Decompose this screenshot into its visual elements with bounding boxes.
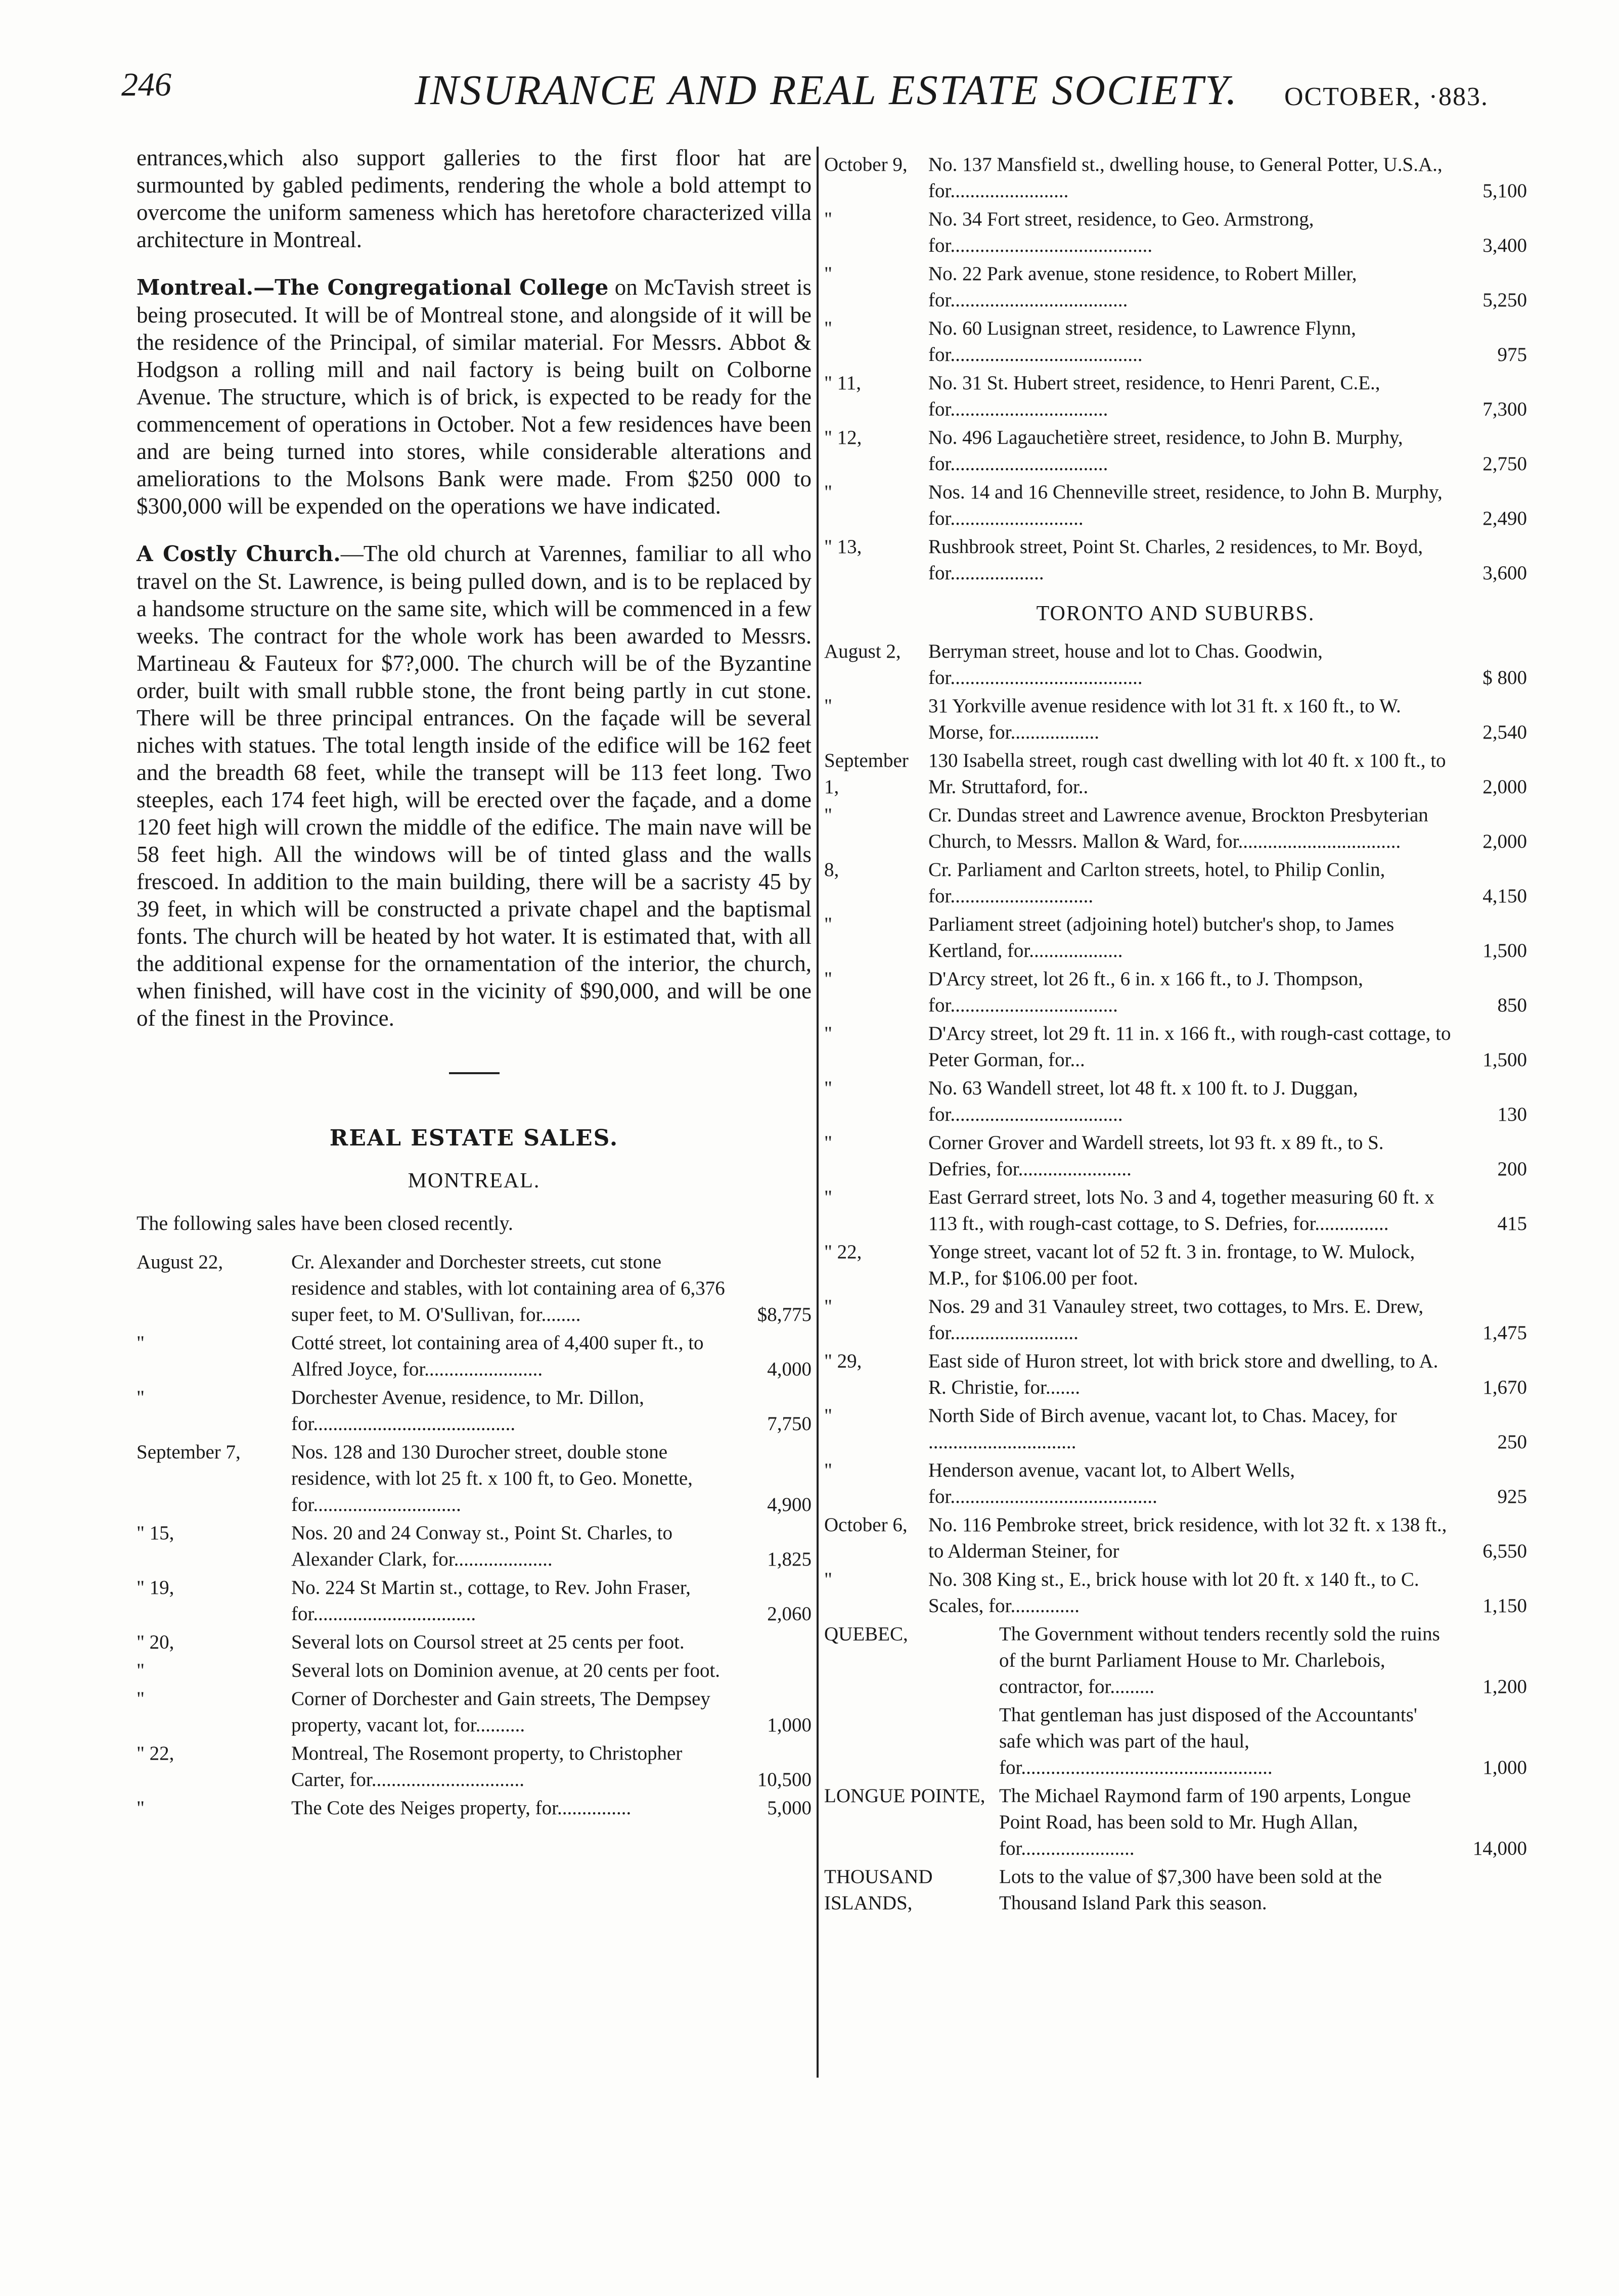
sale-description: Corner of Dorchester and Gain streets, The Dempsey property, vacant lot, for..........: [291, 1688, 710, 1736]
sale-entry: [824, 911, 1527, 964]
sale-entry: [824, 206, 1527, 259]
sale-amount: 1,000: [767, 1714, 812, 1736]
sale-date: ": [824, 913, 832, 935]
sale-description: No. 63 Wandell street, lot 48 ft. x 100 ft. to J. Duggan, for...................................: [928, 1077, 1358, 1125]
sale-date: " 22,: [824, 1241, 862, 1263]
sale-date: August 2,: [824, 640, 901, 662]
sale-entry: [824, 1130, 1527, 1182]
sale-description: Cr. Dundas street and Lawrence avenue, Brockton Presbyterian Church, to Messrs. Mallon & Ward, for.................................: [928, 804, 1428, 852]
sale-amount: 2,490: [1482, 508, 1527, 529]
paragraph-body: —The old church at Varennes, familiar to all who travel on the St. Lawrence, is being pulled down, and is to be replaced by a handsome structure on the same site, which will be commenced in a few weeks. The contract for the whole work has been awarded to Messrs. Martineau & Fauteux for $7?,000. The church will be of the Byzantine order, built with small rubble stone, the front being partly in cut stone. There will be three principal entrances. On the façade will be several niches with statues. The total length inside of the edifice will be 162 feet and the breadth 68 feet, while the transept will be 113 feet long. Two steeples, each 174 feet high, will be erected over the façade, and a dome 120 feet high will crown the middle of the edifice. The main nave will be 58 feet high. All the windows will be of tinted glass and the walls frescoed. In addition to the main building, there will be a sacristy 45 by 39 feet, in which will be constructed a private chapel and the baptismal fonts. The church will be heated by hot water. It is estimated that, with all the additional expense for the ornamentation of the interior, the church, when finished, will have cost in the vicinity of $90,000, and will be one of the finest in the Province.: [137, 541, 812, 1031]
sale-date: ": [824, 263, 832, 285]
sale-amount: 6,550: [1482, 1540, 1527, 1562]
sale-description: No. 224 St Martin st., cottage, to Rev. John Fraser, for.................................: [291, 1577, 691, 1625]
sale-description: The Government without tenders recently sold the ruins of the burnt Parliament House to Mr. Charlebois, contractor, for.........: [999, 1623, 1440, 1697]
sale-date: ": [137, 1797, 145, 1819]
paragraph-continued: entrances,which also support galleries to the first floor hat are surmounted by gabled pediments, rendering the whole a bold attempt to overcome the uniform sameness which has heretofore characterized villa architecture in Montreal.: [137, 145, 812, 252]
sales-intro: The following sales have been closed recently.: [137, 1212, 513, 1234]
sale-description: Dorchester Avenue, residence, to Mr. Dillon, for.........................................: [291, 1387, 644, 1435]
sale-description: Montreal, The Rosemont property, to Christopher Carter, for...............................: [291, 1742, 683, 1790]
paragraph-costly-church: [137, 540, 812, 1032]
sale-description: Lots to the value of $7,300 have been sold at the Thousand Island Park this season.: [999, 1866, 1382, 1914]
sale-date: August 22,: [137, 1251, 223, 1273]
sale-entry: [137, 1686, 812, 1738]
sale-description: East Gerrard street, lots No. 3 and 4, together measuring 60 ft. x 113 ft., with rough-cast cottage, to S. Defries, for...............: [928, 1186, 1434, 1234]
sale-amount: 200: [1497, 1158, 1527, 1180]
sale-date: ": [824, 208, 832, 230]
sale-description: Nos. 20 and 24 Conway st., Point St. Charles, to Alexander Clark, for....................: [291, 1522, 673, 1570]
sale-amount: 2,540: [1482, 721, 1527, 743]
sale-date: " 11,: [824, 372, 861, 394]
paragraph-lead: Montreal.—The Congregational College: [137, 275, 609, 300]
toronto-heading: TORONTO AND SUBURBS.: [1036, 602, 1315, 625]
sale-amount: 1,500: [1482, 940, 1527, 961]
sale-amount: 2,000: [1482, 776, 1527, 798]
right-column: [824, 152, 1527, 1918]
sale-date: ": [824, 1023, 832, 1044]
toronto-sales-list: [824, 638, 1527, 1619]
sale-description: East side of Huron street, lot with brick store and dwelling, to A. R. Christie, for.......: [928, 1350, 1438, 1398]
sale-entry: [824, 1348, 1527, 1401]
sale-description: Corner Grover and Wardell streets, lot 93 ft. x 89 ft., to S. Defries, for.......................: [928, 1132, 1384, 1180]
sale-date: " 13,: [824, 536, 862, 558]
sale-date: " 20,: [137, 1631, 174, 1653]
sale-date: ": [824, 804, 832, 826]
sale-amount: 130: [1497, 1104, 1527, 1125]
sale-amount: 14,000: [1472, 1838, 1527, 1859]
sale-description: Several lots on Coursol street at 25 cents per foot.: [291, 1631, 685, 1653]
page-header: [121, 56, 1527, 131]
sale-date: ": [824, 1405, 832, 1427]
sale-entry: [824, 1294, 1527, 1346]
sale-entry: [824, 966, 1527, 1019]
sale-entry: [824, 1403, 1527, 1455]
sale-entry: [137, 1629, 812, 1656]
sale-description: Nos. 29 and 31 Vanauley street, two cottages, to Mrs. E. Drew, for..........................: [928, 1296, 1424, 1344]
sale-amount: 4,900: [767, 1494, 812, 1516]
sale-amount: 2,750: [1482, 453, 1527, 475]
sale-entry: [137, 1385, 812, 1437]
sale-amount: 415: [1497, 1213, 1527, 1234]
sale-entry: [824, 1512, 1527, 1565]
sale-amount: 1,000: [1482, 1757, 1527, 1778]
sale-amount: 2,060: [767, 1603, 812, 1625]
sale-description: No. 116 Pembroke street, brick residence, with lot 32 ft. x 138 ft., to Alderman Steiner, for: [928, 1514, 1447, 1562]
sale-date: September 7,: [137, 1441, 241, 1463]
column-divider: [817, 147, 819, 2078]
sale-description: Yonge street, vacant lot of 52 ft. 3 in. frontage, to W. Mulock, M.P., for $106.00 per foot.: [928, 1241, 1415, 1289]
sale-description: Rushbrook street, Point St. Charles, 2 residences, to Mr. Boyd, for...................: [928, 536, 1423, 584]
sale-entry: [824, 1075, 1527, 1128]
sale-entry: [824, 315, 1527, 368]
sale-amount: 7,300: [1482, 398, 1527, 420]
sale-amount: 1,475: [1482, 1322, 1527, 1344]
sale-entry: [824, 638, 1527, 691]
issue-date: OCTOBER, ·883.: [1284, 82, 1489, 111]
sale-date: September 1,: [824, 750, 909, 798]
sale-date: ": [824, 1186, 832, 1208]
sale-amount: 2,000: [1482, 831, 1527, 852]
sale-description: No. 137 Mansfield st., dwelling house, to General Potter, U.S.A., for........................: [928, 154, 1443, 202]
sale-amount: 1,670: [1482, 1376, 1527, 1398]
sale-date: " 22,: [137, 1742, 174, 1764]
sale-date: ": [137, 1332, 145, 1354]
sale-entry: [824, 261, 1527, 313]
sale-entry: [824, 1783, 1527, 1862]
sale-amount: $8,775: [757, 1304, 812, 1325]
sale-description: No. 496 Lagauchetière street, residence, to John B. Murphy, for................................: [928, 427, 1403, 475]
sale-amount: 850: [1497, 994, 1527, 1016]
sale-date: ": [824, 1296, 832, 1317]
sale-amount: 975: [1497, 344, 1527, 365]
sale-description: No. 34 Fort street, residence, to Geo. Armstrong, for.........................................: [928, 208, 1314, 256]
sale-date: " 29,: [824, 1350, 862, 1372]
sale-date: ": [137, 1688, 145, 1710]
sale-description: Several lots on Dominion avenue, at 20 cents per foot.: [291, 1660, 721, 1681]
sale-entry: [824, 1702, 1527, 1781]
sale-entry: [137, 1658, 812, 1684]
sale-entry: [824, 479, 1527, 532]
sale-amount: 7,750: [767, 1413, 812, 1435]
montreal-heading: MONTREAL.: [408, 1169, 541, 1192]
sale-description: The Cote des Neiges property, for...............: [291, 1797, 632, 1819]
sale-entry: [824, 1184, 1527, 1237]
sale-entry: [824, 1864, 1527, 1916]
sale-amount: 5,000: [767, 1797, 812, 1819]
sale-date: ": [824, 1459, 832, 1481]
sale-date: ": [824, 1132, 832, 1154]
sale-description: North Side of Birch avenue, vacant lot, to Chas. Macey, for ..............................: [928, 1405, 1397, 1453]
sale-description: No. 31 St. Hubert street, residence, to Henri Parent, C.E., for................................: [928, 372, 1380, 420]
sale-entry: [137, 1795, 812, 1821]
sale-amount: 4,150: [1482, 885, 1527, 907]
sale-date: " 15,: [137, 1522, 174, 1544]
sale-entry: [137, 1249, 812, 1328]
sale-date: October 6,: [824, 1514, 908, 1536]
sale-description: No. 60 Lusignan street, residence, to Lawrence Flynn, for.......................................: [928, 317, 1356, 365]
left-column: [137, 144, 812, 1823]
sale-date: ": [137, 1387, 145, 1408]
sale-amount: 4,000: [767, 1358, 812, 1380]
sale-entry: [824, 857, 1527, 909]
sale-description: The Michael Raymond farm of 190 arpents, Longue Point Road, has been sold to Mr. Hugh Allan, for.......................: [999, 1785, 1411, 1859]
sale-description: No. 22 Park avenue, stone residence, to Robert Miller, for....................................: [928, 263, 1357, 311]
section-title: REAL ESTATE SALES.: [329, 1125, 619, 1151]
sale-entry: [137, 1330, 812, 1383]
sale-entry: [824, 802, 1527, 855]
sale-date: 8,: [824, 859, 839, 881]
paragraph-congregational-college: [137, 273, 812, 520]
montreal-sales-list-continued: [824, 152, 1527, 586]
sale-amount: 3,600: [1482, 562, 1527, 584]
montreal-sales-list: [137, 1249, 812, 1821]
sale-entry: [137, 1740, 812, 1793]
sale-description: Nos. 128 and 130 Durocher street, double stone residence, with lot 25 ft. x 100 ft, to Geo. Monette, for..............................: [291, 1441, 693, 1516]
sale-date: QUEBEC,: [824, 1623, 908, 1645]
sale-description: Cotté street, lot containing area of 4,400 super ft., to Alfred Joyce, for........................: [291, 1332, 704, 1380]
sale-description: 130 Isabella street, rough cast dwelling with lot 40 ft. x 100 ft., to Mr. Struttaford, for..: [928, 750, 1446, 798]
sale-description: No. 308 King st., E., brick house with lot 20 ft. x 140 ft., to C. Scales, for..............: [928, 1569, 1419, 1617]
sale-amount: 5,100: [1482, 180, 1527, 202]
sale-entry: [137, 1520, 812, 1573]
paragraph-body: on McTavish street is being prosecuted. It will be of Montreal stone, and alongside of it will be the residence of the Principal, of similar material. For Messrs. Abbot & Hodgson a rolling mill and nail factory is being built on Colborne Avenue. The structure, which is of brick, is expected to be ready for the commencement of operations in October. Not a few residences have been and are being turned into stores, while considerable alterations and ameliorations to the Molsons Bank were made. From $250 000 to $300,000 will be expended on the operations we have indicated.: [137, 274, 812, 519]
masthead-title: INSURANCE AND REAL ESTATE SOCIETY.: [415, 67, 1238, 114]
sale-date: [824, 1702, 996, 1781]
sale-date: " 12,: [824, 427, 862, 448]
sale-entry: [137, 1439, 812, 1518]
sale-date: ": [824, 481, 832, 503]
sale-entry: [824, 748, 1527, 800]
sale-description: Berryman street, house and lot to Chas. Goodwin, for.......................................: [928, 640, 1323, 688]
sale-amount: 250: [1497, 1431, 1527, 1453]
sale-entry: [824, 693, 1527, 746]
sale-description: Parliament street (adjoining hotel) butcher's shop, to James Kertland, for...................: [928, 913, 1395, 961]
sale-entry: [137, 1575, 812, 1627]
sale-date: " 19,: [137, 1577, 174, 1598]
sale-entry: [824, 370, 1527, 423]
sale-entry: [824, 152, 1527, 204]
sale-entry: [824, 1457, 1527, 1510]
sale-amount: 5,250: [1482, 289, 1527, 311]
other-sales-list: [824, 1621, 1527, 1916]
sale-date: ": [824, 968, 832, 990]
paragraph-lead: A Costly Church.: [137, 541, 341, 566]
sale-amount: 1,200: [1482, 1676, 1527, 1697]
sale-date: October 9,: [824, 154, 908, 175]
sale-description: Nos. 14 and 16 Chenneville street, residence, to John B. Murphy, for...........................: [928, 481, 1443, 529]
sale-description: That gentleman has just disposed of the Accountants' safe which was part of the haul, for...................................................: [999, 1704, 1417, 1778]
sale-entry: [824, 1621, 1527, 1700]
sale-date: ": [824, 695, 832, 717]
sale-entry: [824, 1021, 1527, 1073]
sale-entry: [824, 425, 1527, 477]
sale-amount: 1,825: [767, 1548, 812, 1570]
sale-entry: [824, 1239, 1527, 1292]
sale-amount: 10,500: [757, 1769, 812, 1790]
sale-date: ": [824, 1077, 832, 1099]
sale-date: ": [824, 1569, 832, 1590]
sale-entry: [824, 534, 1527, 586]
sale-description: D'Arcy street, lot 26 ft., 6 in. x 166 ft., to J. Thompson, for..................................: [928, 968, 1363, 1016]
sale-date: THOUSAND ISLANDS,: [824, 1866, 933, 1914]
sale-amount: 3,400: [1482, 235, 1527, 256]
sale-description: Henderson avenue, vacant lot, to Albert Wells, for..........................................: [928, 1459, 1295, 1507]
sale-amount: $ 800: [1482, 667, 1527, 688]
sale-description: 31 Yorkville avenue residence with lot 31 ft. x 160 ft., to W. Morse, for..................: [928, 695, 1401, 743]
section-separator: [449, 1072, 500, 1074]
sale-date: LONGUE POINTE,: [824, 1785, 985, 1807]
sale-date: ": [824, 317, 832, 339]
sale-description: Cr. Alexander and Dorchester streets, cut stone residence and stables, with lot containing area of 6,376 super feet, to M. O'Sullivan, for........: [291, 1251, 725, 1325]
page-number: 246: [121, 66, 171, 103]
sale-amount: 925: [1497, 1486, 1527, 1507]
sale-date: ": [137, 1660, 145, 1681]
sale-amount: 1,500: [1482, 1049, 1527, 1071]
sale-description: D'Arcy street, lot 29 ft. 11 in. x 166 ft., with rough-cast cottage, to Peter Gorman, for...: [928, 1023, 1451, 1071]
sale-amount: 1,150: [1482, 1595, 1527, 1617]
sale-entry: [824, 1567, 1527, 1619]
sale-description: Cr. Parliament and Carlton streets, hotel, to Philip Conlin, for.............................: [928, 859, 1385, 907]
